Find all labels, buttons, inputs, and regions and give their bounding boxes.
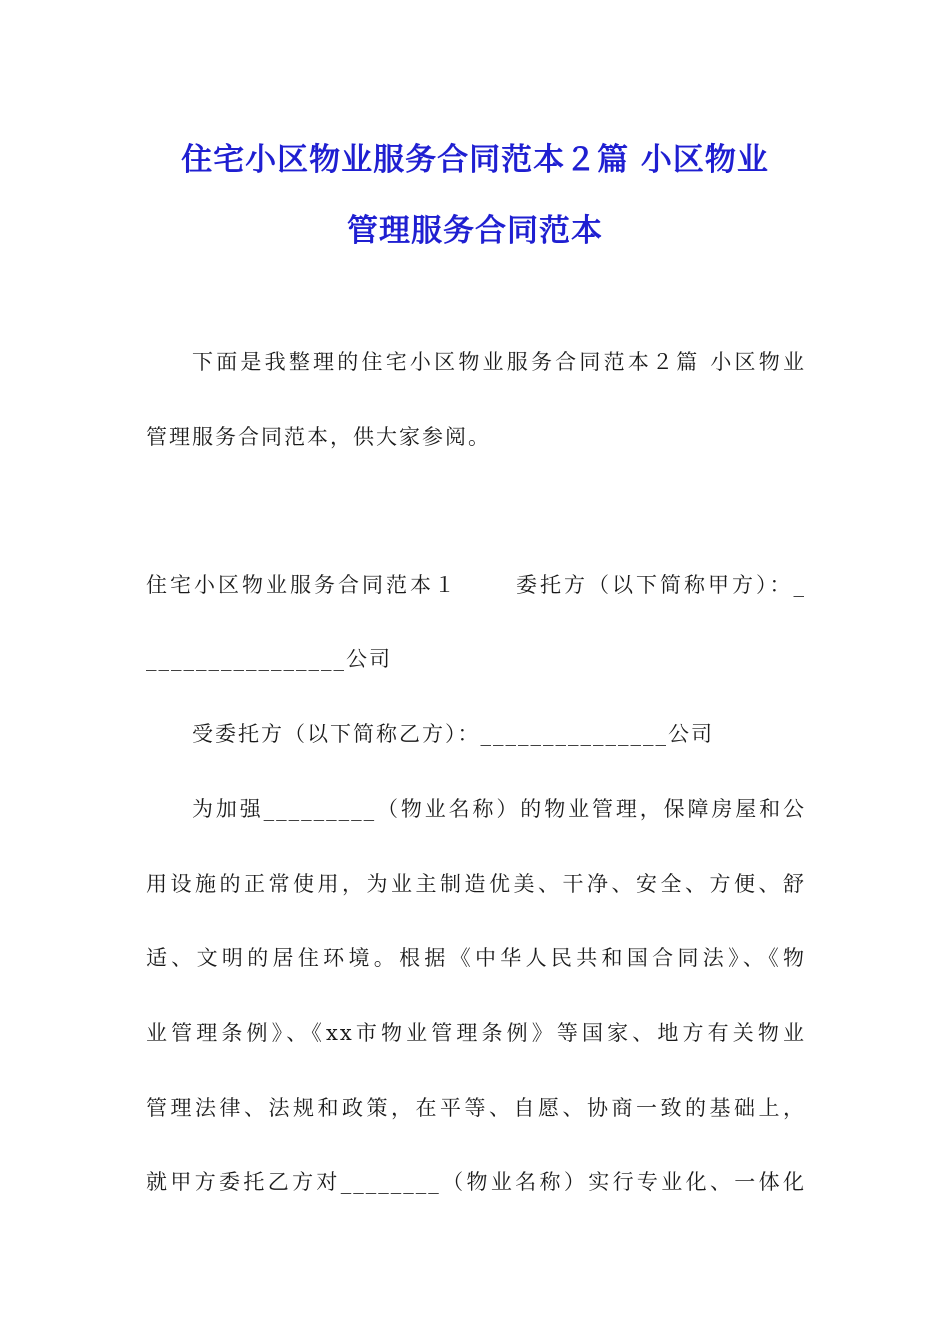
- party-a-continuation: ________________公司: [146, 647, 392, 671]
- document-title-line-2: 管理服务合同范本: [347, 213, 603, 249]
- paragraph-line-2: 用设施的正常使用，为业主制造优美、干净、安全、方便、舒: [146, 872, 806, 896]
- document-title-line-1: 住宅小区物业服务合同范本２篇 小区物业: [181, 142, 769, 178]
- intro-line-1: 下面是我整理的住宅小区物业服务合同范本２篇 小区物业: [192, 350, 806, 374]
- paragraph-line-3: 适、文明的居住环境。根据《中华人民共和国合同法》、《物: [146, 946, 806, 970]
- intro-line-2: 管理服务合同范本，供大家参阅。: [146, 425, 491, 449]
- contract-heading-line: 住宅小区物业服务合同范本１ 委托方（以下简称甲方）：_: [146, 573, 806, 597]
- paragraph-line-1: 为加强_________（物业名称）的物业管理，保障房屋和公: [192, 797, 806, 821]
- paragraph-line-5: 管理法律、法规和政策，在平等、自愿、协商一致的基础上，: [146, 1096, 806, 1120]
- paragraph-line-4: 业管理条例》、《xx市物业管理条例》等国家、地方有关物业: [146, 1021, 806, 1045]
- paragraph-line-6: 就甲方委托乙方对________（物业名称）实行专业化、一体化: [146, 1170, 806, 1194]
- party-b-line: 受委托方（以下简称乙方）：_______________公司: [192, 722, 714, 746]
